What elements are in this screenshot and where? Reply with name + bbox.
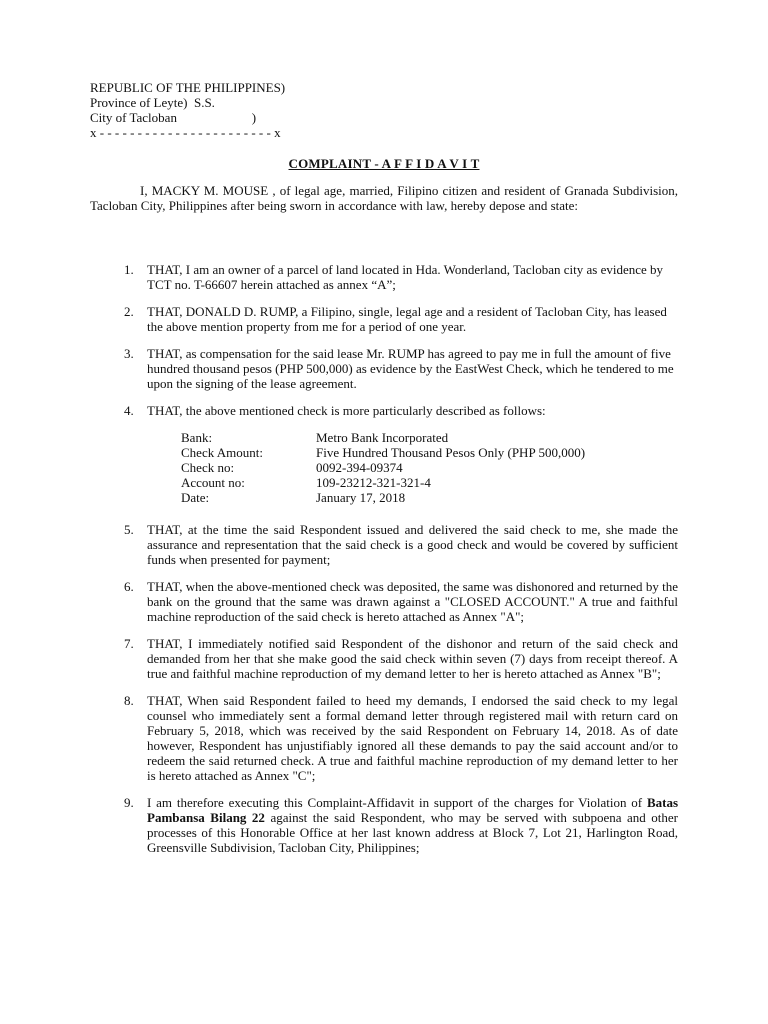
check-detail-row-amount [181,445,678,460]
statement-item-5 [90,522,678,567]
statement-item-1 [90,262,678,292]
statement-item-6 [90,579,678,624]
statement-item-7 [90,636,678,681]
detail-value: Metro Bank Incorporated [316,430,449,445]
statement-item-9 [90,795,678,855]
statement-number: 2. [124,304,134,319]
numbered-statements [90,262,678,855]
caption-divider: x - - - - - - - - - - - - - - - - - - - - - - - x [90,125,281,140]
statement-number: 1. [124,262,134,277]
statement-text: THAT, I am an owner of a parcel of land located in Hda. Wonderland, Tacloban city as evidence by TCT no. T-66607 herein attached as annex “A”; [147,262,664,292]
detail-value: 0092-394-09374 [316,460,403,475]
statement-text: THAT, When said Respondent failed to heed my demands, I endorsed the said check to my legal counsel who immediately sent a formal demand letter through registered mail with return card on February 5, 2018, which was received by the said Respondent on February 14, 2018. As of date however, Respondent has unjustifiably ignored all these demands to pay the said account and/or to redeem the said returned check. A true and faithful machine reproduction of my demand letter to her is hereto attached as Annex "C"; [147,693,678,783]
detail-label: Check Amount: [181,445,263,460]
statement-item-4 [90,403,678,505]
detail-label: Date: [181,490,210,505]
detail-label: Account no: [181,475,245,490]
detail-value: January 17, 2018 [316,490,406,505]
statement-item-8 [90,693,678,783]
statement-text: THAT, I immediately notified said Respondent of the dishonor and return of the said check and demanded from her that she make good the said check within seven (7) days from receipt thereof. A true and faithful machine reproduction of my demand letter to her is hereto attached as Annex "B"; [147,636,678,681]
statement-number: 4. [124,403,134,418]
statement-text: THAT, at the time the said Respondent issued and delivered the said check to me, she made the assurance and representation that the said check is a good check and would be covered by sufficient funds when presented for payment; [147,522,678,567]
detail-label: Bank: [181,430,213,445]
caption-line-city: City of Tacloban ) [90,110,257,125]
statement-item-2 [90,304,678,334]
statement-text-part: I am therefore executing this Complaint-Affidavit in support of the charges for Violation of [147,795,647,810]
caption-line-republic: REPUBLIC OF THE PHILIPPINES) [90,80,286,95]
statement-text: THAT, the above mentioned check is more particularly described as follows: [147,403,546,418]
case-caption [90,80,390,140]
statement-number: 8. [124,693,134,708]
statement-text-part: against the said Respondent, who may be served with subpoena and other processes of this Honorable Office at her last known address at Block 7, Lot 21, Harlington Road, Greensville Subdivision, Tacloban City, Philippines; [147,810,678,855]
check-detail-row-check-no [181,460,678,475]
check-details-table [181,430,678,505]
statement-text: THAT, when the above-mentioned check was deposited, the same was dishonored and returned by the bank on the ground that the same was drawn against a "CLOSED ACCOUNT." A true and faithful machine reproduction of the said check is hereto attached as Annex "A"; [147,579,678,624]
document-title: COMPLAINT - A F F I D A V I T [288,156,480,171]
statement-number: 9. [124,795,134,810]
check-detail-row-date [181,490,678,505]
intro-paragraph: I, MACKY M. MOUSE , of legal age, married, Filipino citizen and resident of Granada Subdivision, Tacloban City, Philippines after being sworn in accordance with law, hereby depose and state: [90,183,678,213]
check-detail-row-account-no [181,475,678,490]
detail-value: 109-23212-321-321-4 [316,475,431,490]
statement-text: THAT, as compensation for the said lease Mr. RUMP has agreed to pay me in full the amount of five hundred thousand pesos (PHP 500,000) as evidence by the EastWest Check, which he tendered to me upon the signing of the lease agreement. [147,346,674,391]
statement-number: 7. [124,636,134,651]
statement-number: 6. [124,579,134,594]
statement-number: 3. [124,346,134,361]
statute-name: Batas Pambansa Bilang 22 [147,795,678,825]
statement-item-3 [90,346,678,391]
statement-text: THAT, DONALD D. RUMP, a Filipino, single, legal age and a resident of Tacloban City, has leased the above mention property from me for a period of one year. [147,304,667,334]
detail-label: Check no: [181,460,235,475]
check-detail-row-bank [181,430,678,445]
caption-line-province: Province of Leyte) S.S. [90,95,215,110]
statement-text [147,795,678,855]
detail-value: Five Hundred Thousand Pesos Only (PHP 500,000) [316,445,586,460]
statement-number: 5. [124,522,134,537]
